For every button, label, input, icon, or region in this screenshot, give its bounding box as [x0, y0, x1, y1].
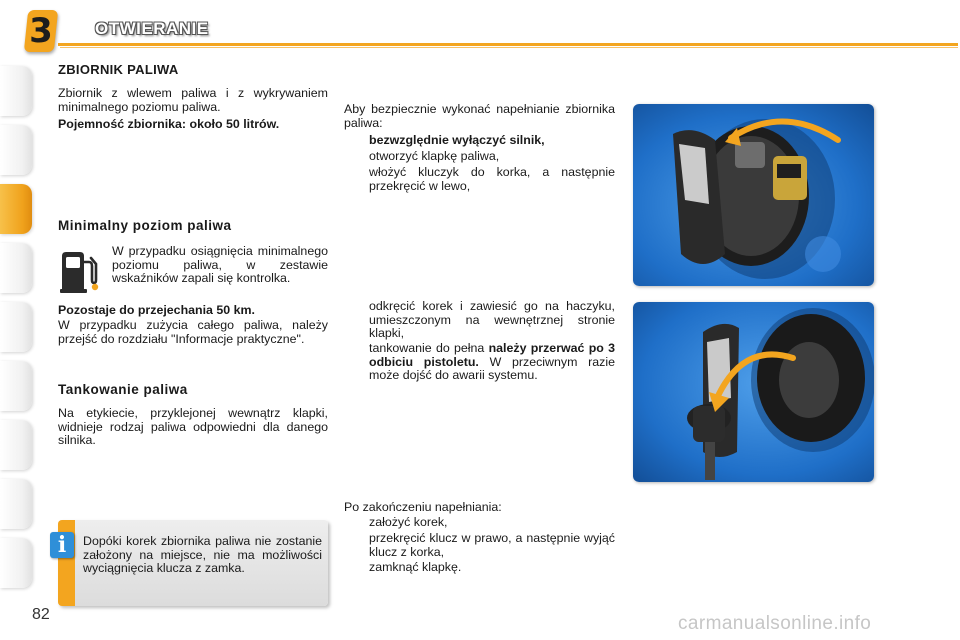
refuelling-label-text: Na etykiecie, przyklejonej wewnątrz klapki, widnieje rodzaj paliwa odpowiedni dla danego silnika. — [58, 406, 328, 448]
chapter-tab-5[interactable] — [0, 302, 32, 352]
chapter-tab-1[interactable] — [0, 66, 32, 116]
fuel-pump-icon — [58, 250, 100, 294]
chapter-tab-2[interactable] — [0, 125, 32, 175]
info-icon: i — [50, 532, 74, 558]
fuel-flap-open-photo — [633, 104, 874, 286]
info-box-text: Dopóki korek zbiornika paliwa nie zostanie założony na miejsce, nie ma możliwości wyciągnięcia klucza z zamka. — [83, 534, 322, 576]
remaining-range: Pozostaje do przejechania 50 km. — [58, 303, 255, 317]
header-rule-shadow — [60, 47, 958, 48]
list-item: bezwzględnie wyłączyć silnik, — [369, 133, 545, 147]
page-title: OTWIERANIE — [95, 19, 209, 38]
list-item: założyć korek, — [369, 515, 448, 529]
chapter-tab-4[interactable] — [0, 243, 32, 293]
list-item: tankowanie do pełna należy przerwać po 3 odbiciu pistoletu. W przeciwnym razie może dojść do awarii systemu. — [369, 341, 616, 383]
list-item: przekręcić klucz w prawo, a następnie wyjąć klucz z korka, — [369, 531, 615, 559]
after-refuel-intro: Po zakończeniu napełniania: — [344, 500, 502, 514]
fuel-tank-intro: Zbiornik z wlewem paliwa i z wykrywaniem minimalnego poziomu paliwa. — [58, 86, 328, 114]
list-item: włożyć kluczyk do korka, a następnie przekręcić w lewo, — [369, 165, 615, 193]
min-level-warning: W przypadku osiągnięcia minimalnego poziomu paliwa, w zestawie wskaźników zapali się kontrolka. — [112, 244, 328, 286]
refuelling-heading: Tankowanie paliwa — [58, 382, 188, 397]
chapter-badge: 3 — [24, 10, 58, 52]
fuel-tank-capacity: Pojemność zbiornika: około 50 litrów. — [58, 117, 280, 131]
chapter-tab-7[interactable] — [0, 420, 32, 470]
chapter-tab-9[interactable] — [0, 538, 32, 588]
fuel-cap-hook-photo — [633, 302, 874, 482]
chapter-tab-8[interactable] — [0, 479, 32, 529]
min-level-heading: Minimalny poziom paliwa — [58, 218, 232, 233]
refuel-intro: Aby bezpiecznie wykonać napełnianie zbiornika paliwa: — [344, 102, 615, 130]
header-rule — [58, 43, 958, 46]
list-item: zamknąć klapkę. — [369, 560, 462, 574]
chapter-tab-3-active[interactable] — [0, 184, 32, 234]
page-number: 82 — [32, 606, 50, 623]
fuel-usage-text: W przypadku zużycia całego paliwa, należy przejść do rozdziału "Informacje praktyczne". — [58, 318, 328, 346]
fuel-tank-heading: ZBIORNIK PALIWA — [58, 62, 179, 77]
list-item: otworzyć klapkę paliwa, — [369, 149, 500, 163]
watermark: carmanualsonline.info — [678, 613, 872, 634]
list-item: odkręcić korek i zawiesić go na haczyku, umieszczonym na wewnętrznej stronie klapki, — [369, 299, 615, 341]
chapter-tab-6[interactable] — [0, 361, 32, 411]
